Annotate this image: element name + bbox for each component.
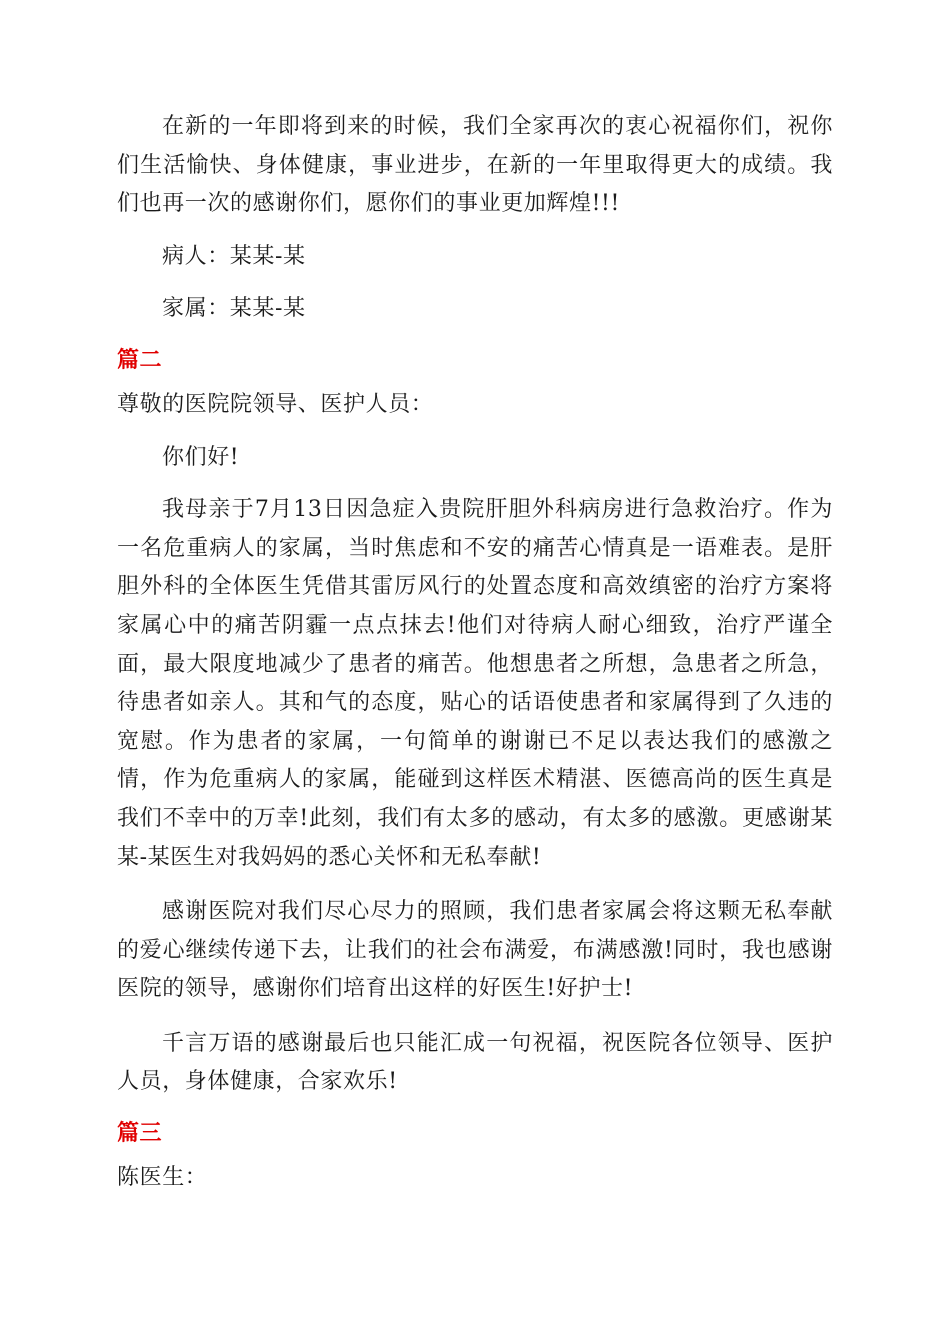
- letter-salutation-three: 陈医生：: [117, 1165, 208, 1191]
- closing-paragraph: 在新的一年即将到来的时候，我们全家再次的衷心祝福你们，祝你们生活愉快、身体健康，事业进步，在新的一年里取得更大的成绩。我们也再一次的感谢你们，愿你们的事业更加辉煌!!!: [117, 114, 833, 217]
- letter-paragraph-2: 感谢医院对我们尽心尽力的照顾，我们患者家属会将这颗无私奉献的爱心继续传递下去，让我们的社会布满爱，布满感激!同时，我也感谢医院的领导，感谢你们培育出这样的好医生!好护士!: [117, 899, 833, 1002]
- letter-paragraph-3: 千言万语的感谢最后也只能汇成一句祝福，祝医院各位领导、医护人员，身体健康，合家欢乐!: [117, 1030, 833, 1095]
- document-page: [117, 108, 833, 1198]
- signature-patient: 病人：某某-某: [162, 243, 306, 269]
- letter-greeting: 你们好!: [162, 444, 240, 470]
- signature-family: 家属：某某-某: [162, 296, 306, 322]
- letter-salutation: 尊敬的医院院领导、医护人员：: [117, 391, 434, 417]
- section-heading-three: 篇三: [117, 1121, 163, 1147]
- letter-paragraph-1: 我母亲于7月13日因急症入贵院肝胆外科病房进行急救治疗。作为一名危重病人的家属，当时焦虑和不安的痛苦心情真是一语难表。是肝胆外科的全体医生凭借其雷厉风行的处置态度和高效缜密的治疗方案将家属心中的痛苦阴霾一点点抹去!他们对待病人耐心细致，治疗严谨全面，最大限度地减少了患者的痛苦。他想患者之所想，急患者之所急，待患者如亲人。其和气的态度，贴心的话语使患者和家属得到了久违的宽慰。作为患者的家属，一句简单的谢谢已不足以表达我们的感激之情，作为危重病人的家属，能碰到这样医术精湛、医德高尚的医生真是我们不幸中的万幸!此刻，我们有太多的感动，有太多的感激。更感谢某某-某医生对我妈妈的悉心关怀和无私奉献!: [117, 497, 833, 870]
- section-heading-two: 篇二: [117, 347, 163, 373]
